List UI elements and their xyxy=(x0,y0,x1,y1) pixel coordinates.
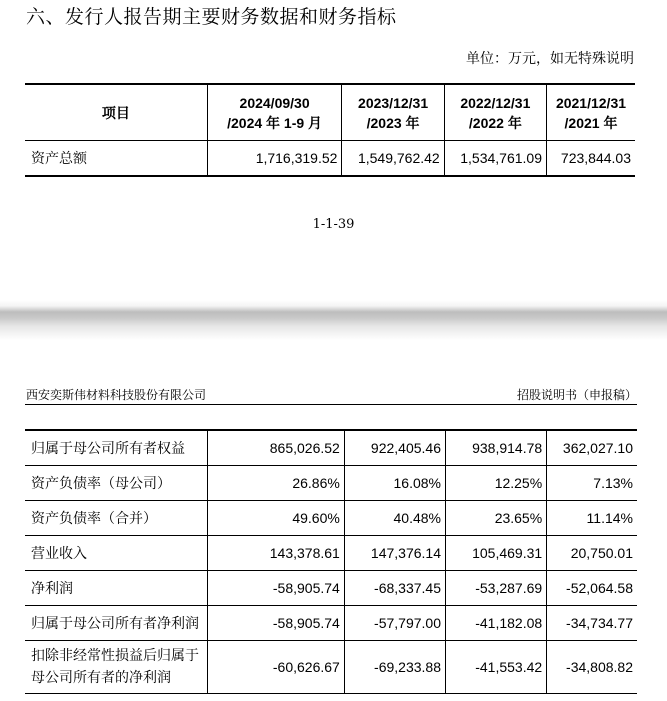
cell-value: -41,182.08 xyxy=(446,606,547,641)
table-row xyxy=(25,606,637,641)
header-cell: 2023/12/31 /2023 年 xyxy=(342,84,444,141)
unit-note: 单位：万元，如无特殊说明 xyxy=(466,51,634,67)
running-header-doc-type: 招股说明书（申报稿） xyxy=(516,388,637,402)
header-cell: 2024/09/30 /2024 年 1-9 月 xyxy=(207,84,342,141)
cell-value: 143,378.61 xyxy=(208,536,344,571)
cell-value: 23.65% xyxy=(446,501,547,536)
header-cell: 项目 xyxy=(25,84,207,141)
cell-value: -52,064.58 xyxy=(547,571,637,606)
header-rule xyxy=(25,404,637,405)
cell-value: 1,549,762.42 xyxy=(342,141,444,177)
row-label: 归属于母公司所有者权益 xyxy=(25,430,208,466)
cell-value: 12.25% xyxy=(446,466,547,501)
cell-value: -57,797.00 xyxy=(344,606,445,641)
row-label: 营业收入 xyxy=(25,536,208,571)
section-title: 六、发行人报告期主要财务数据和财务指标 xyxy=(26,6,397,28)
cell-value: -68,337.45 xyxy=(344,571,445,606)
page-number: 1-1-39 xyxy=(312,217,355,232)
cell-value: -58,905.74 xyxy=(208,606,344,641)
cell-value: 16.08% xyxy=(344,466,445,501)
document-page-top xyxy=(0,0,667,300)
cell-value: 7.13% xyxy=(547,466,637,501)
cell-value: -58,905.74 xyxy=(208,571,344,606)
cell-value: -53,287.69 xyxy=(446,571,547,606)
header-cell: 2022/12/31 /2022 年 xyxy=(444,84,546,141)
table-row xyxy=(25,430,637,466)
table-row xyxy=(25,141,635,177)
cell-value: 26.86% xyxy=(208,466,344,501)
cell-value: -60,626.67 xyxy=(208,641,344,694)
cell-value: 1,716,319.52 xyxy=(207,141,342,177)
cell-value: -34,808.82 xyxy=(547,641,637,694)
running-header-company: 西安奕斯伟材料科技股份有限公司 xyxy=(26,388,207,402)
row-label: 扣除非经常性损益后归属于 母公司所有者的净利润 xyxy=(25,641,208,694)
cell-value: 105,469.31 xyxy=(446,536,547,571)
document-page-bottom xyxy=(0,340,667,701)
row-label: 净利润 xyxy=(25,571,208,606)
table-row xyxy=(25,466,637,501)
table-row xyxy=(25,641,637,694)
cell-value: 40.48% xyxy=(344,501,445,536)
cell-value: 1,534,761.09 xyxy=(444,141,546,177)
table-header-row xyxy=(25,84,635,141)
cell-value: 147,376.14 xyxy=(344,536,445,571)
row-label: 资产负债率（母公司） xyxy=(25,466,208,501)
cell-value: 49.60% xyxy=(208,501,344,536)
header-cell: 2021/12/31 /2021 年 xyxy=(547,84,636,141)
cell-value: -34,734.77 xyxy=(547,606,637,641)
row-label: 资产负债率（合并） xyxy=(25,501,208,536)
cell-value: 20,750.01 xyxy=(547,536,637,571)
cell-value: 938,914.78 xyxy=(446,430,547,466)
cell-value: 723,844.03 xyxy=(547,141,636,177)
cell-value: -41,553.42 xyxy=(446,641,547,694)
cell-value: 865,026.52 xyxy=(208,430,344,466)
row-label: 归属于母公司所有者净利润 xyxy=(25,606,208,641)
financial-table-header xyxy=(25,83,635,177)
cell-value: -69,233.88 xyxy=(344,641,445,694)
table-row xyxy=(25,536,637,571)
financial-table-continued xyxy=(25,429,637,694)
cell-value: 11.14% xyxy=(547,501,637,536)
table-row xyxy=(25,571,637,606)
table-row xyxy=(25,501,637,536)
row-label: 资产总额 xyxy=(25,141,207,177)
cell-value: 362,027.10 xyxy=(547,430,637,466)
page-separator xyxy=(0,300,667,340)
cell-value: 922,405.46 xyxy=(344,430,445,466)
